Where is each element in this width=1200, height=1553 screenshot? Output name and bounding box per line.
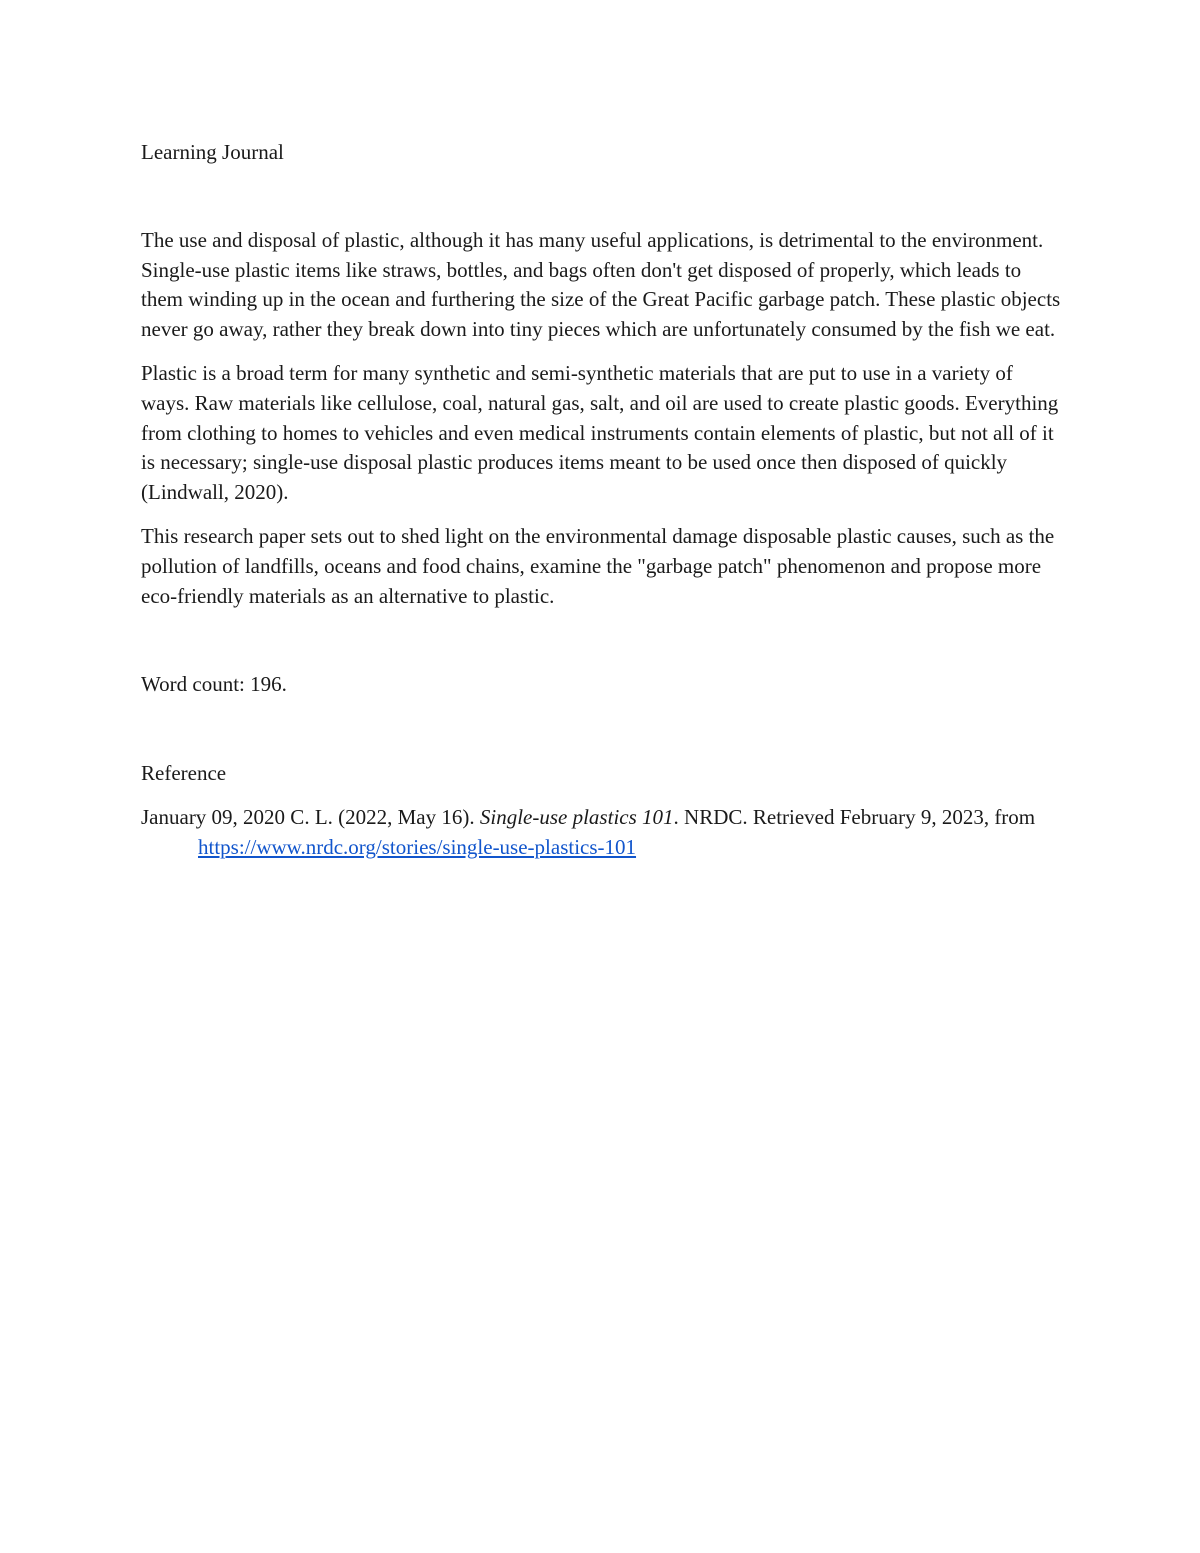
spacer xyxy=(141,700,1066,744)
reference-middle: . NRDC. Retrieved February 9, 2023, from xyxy=(673,805,1036,830)
reference-title: Single-use plastics 101 xyxy=(479,805,674,830)
paragraph-purpose: This research paper sets out to shed light on the environmental damage disposable plastic causes, such as the pollution of landfills, oceans and food chains, examine the "garbage patch" phenomenon and propose more eco-friendly materials as an alternative to plastic. xyxy=(141,524,1055,608)
spacer xyxy=(141,626,1066,670)
document-page xyxy=(141,138,1066,863)
paragraph-definition: Plastic is a broad term for many synthetic and semi-synthetic materials that are put to use in a variety of ways. Raw materials like cellulose, coal, natural gas, salt, and oil are used to create plastic goods. Everything from clothing to homes to vehicles and even medical instruments contain elements of plastic, but not all of it is necessary; single-use disposal plastic produces items meant to be used once then disposed of quickly (Lindwall, 2020). xyxy=(141,361,1059,504)
reference-entry xyxy=(141,803,1066,862)
document-title: Learning Journal xyxy=(141,140,284,164)
word-count: Word count: 196. xyxy=(141,672,287,697)
spacer xyxy=(141,168,1066,226)
paragraph-intro: The use and disposal of plastic, although it has many useful applications, is detrimental to the environment. Single-use plastic items like straws, bottles, and bags often don't get disposed of properly, which leads to them winding up in the ocean and furthering the size of the Great Pacific garbage patch. These plastic objects never go away, rather they break down into tiny pieces which are unfortunately consumed by the fish we eat. xyxy=(141,228,1061,341)
reference-link[interactable]: https://www.nrdc.org/stories/single-use-plastics-101 xyxy=(198,834,637,859)
spacer xyxy=(141,744,1066,759)
reference-prefix: January 09, 2020 C. L. (2022, May 16). xyxy=(141,805,480,830)
reference-heading: Reference xyxy=(141,760,227,785)
